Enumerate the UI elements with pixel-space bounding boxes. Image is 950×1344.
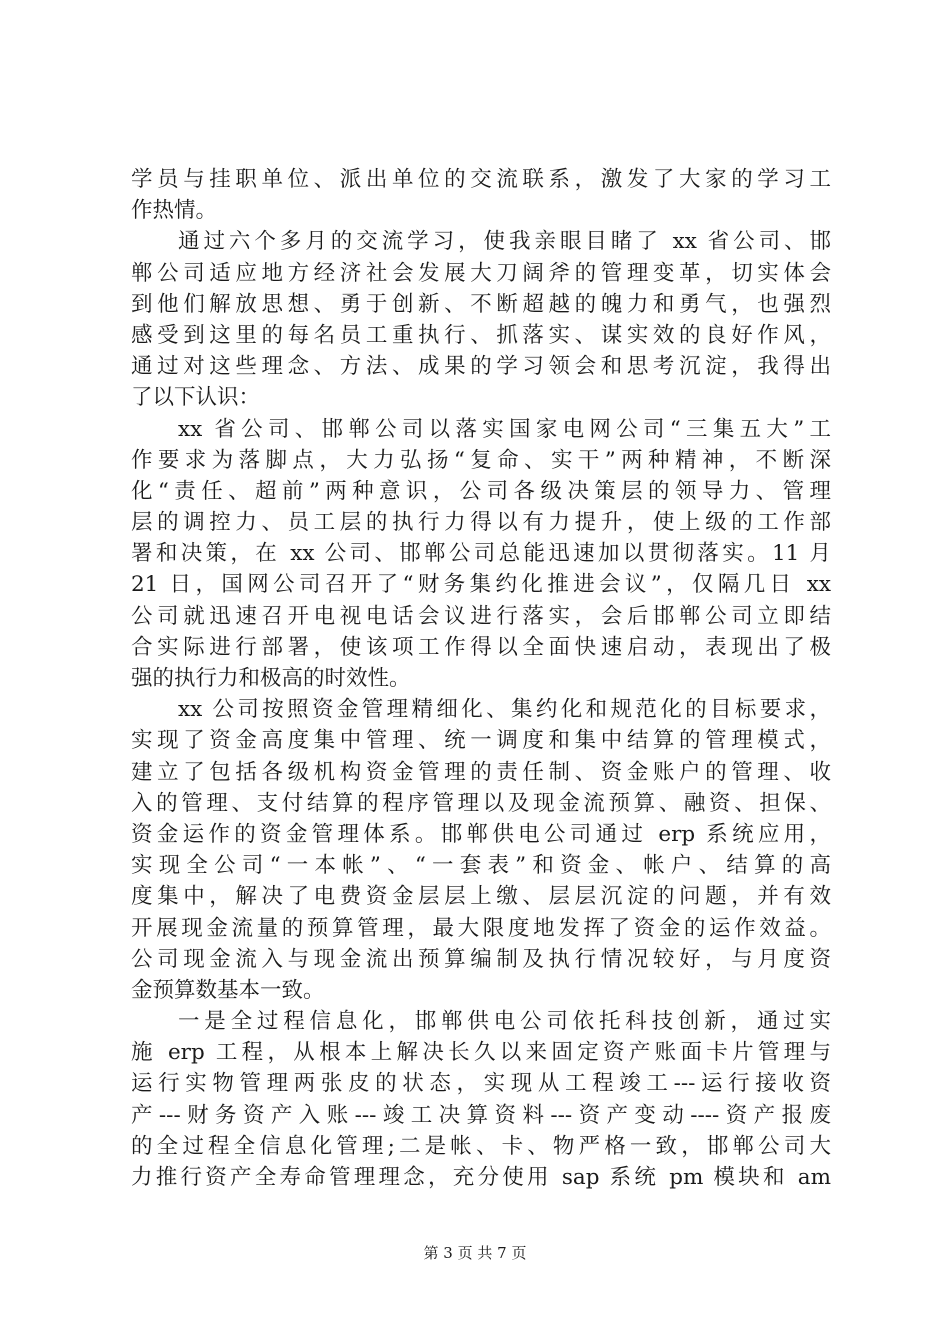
text-line: 通过六个多月的交流学习，使我亲眼目睹了 xx 省公司、邯: [178, 229, 831, 255]
text-line: xx 公司按照资金管理精细化、集约化和规范化的目标要求，: [178, 697, 831, 723]
text-line: 度集中，解决了电费资金层层上缴、层层沉淀的问题，并有效: [131, 884, 831, 910]
text-line: 的全过程全信息化管理;二是帐、卡、物严格一致，邯郸公司大: [131, 1133, 831, 1159]
text-line: 开展现金流量的预算管理，最大限度地发挥了资金的运作效益。: [131, 915, 831, 941]
text-line: 郸公司适应地方经济社会发展大刀阔斧的管理变革，切实体会: [131, 260, 831, 286]
text-line: 21 日，国网公司召开了“财务集约化推进会议”，仅隔几日 xx: [131, 572, 831, 598]
text-line: 作热情。: [131, 198, 218, 224]
text-line: 公司就迅速召开电视电话会议进行落实，会后邯郸公司立即结: [131, 603, 831, 629]
text-line: 合实际进行部署，使该项工作得以全面快速启动，表现出了极: [131, 634, 831, 660]
text-line: 入的管理、支付结算的程序管理以及现金流预算、融资、担保、: [131, 790, 831, 816]
text-line: 建立了包括各级机构资金管理的责任制、资金账户的管理、收: [131, 759, 831, 785]
text-line: 运行实物管理两张皮的状态，实现从工程竣工---运行接收资: [131, 1071, 831, 1097]
text-line: 力推行资产全寿命管理理念，充分使用 sap 系统 pm 模块和 am: [131, 1165, 831, 1190]
text-line: 实现了资金高度集中管理、统一调度和集中结算的管理模式，: [131, 728, 831, 754]
text-line: 施 erp 工程，从根本上解决长久以来固定资产账面卡片管理与: [131, 1040, 831, 1066]
text-line: 实现全公司“一本帐”、“一套表”和资金、帐户、结算的高: [131, 853, 831, 879]
text-line: 署和决策，在 xx 公司、邯郸公司总能迅速加以贯彻落实。11 月: [131, 541, 831, 567]
text-line: 了以下认识：: [131, 385, 261, 411]
text-line: 公司现金流入与现金流出预算编制及执行情况较好，与月度资: [131, 946, 831, 972]
text-line: 金预算数基本一致。: [131, 977, 325, 1003]
text-line: 到他们解放思想、勇于创新、不断超越的魄力和勇气，也强烈: [131, 291, 831, 317]
text-line: 作要求为落脚点，大力弘扬“复命、实干”两种精神，不断深: [131, 447, 831, 473]
body-text: [131, 164, 831, 1193]
text-line: 化“责任、超前”两种意识，公司各级决策层的领导力、管理: [131, 478, 831, 504]
text-line: 感受到这里的每名员工重执行、抓落实、谋实效的良好作风，: [131, 322, 831, 348]
text-line: 学员与挂职单位、派出单位的交流联系，激发了大家的学习工: [131, 167, 831, 192]
text-line: xx 省公司、邯郸公司以落实国家电网公司“三集五大”工: [178, 416, 831, 442]
text-line: 层的调控力、员工层的执行力得以有力提升，使上级的工作部: [131, 510, 831, 536]
text-line: 一是全过程信息化，邯郸供电公司依托科技创新，通过实: [178, 1009, 831, 1035]
text-line: 产---财务资产入账---竣工决算资料---资产变动----资产报废: [131, 1102, 831, 1128]
text-line: 资金运作的资金管理体系。邯郸供电公司通过 erp 系统应用，: [131, 821, 831, 847]
text-line: 强的执行力和极高的时效性。: [131, 666, 411, 691]
text-line: 通过对这些理念、方法、成果的学习领会和思考沉淀，我得出: [131, 354, 831, 380]
page-footer: 第 3 页 共 7 页: [423, 1244, 527, 1262]
